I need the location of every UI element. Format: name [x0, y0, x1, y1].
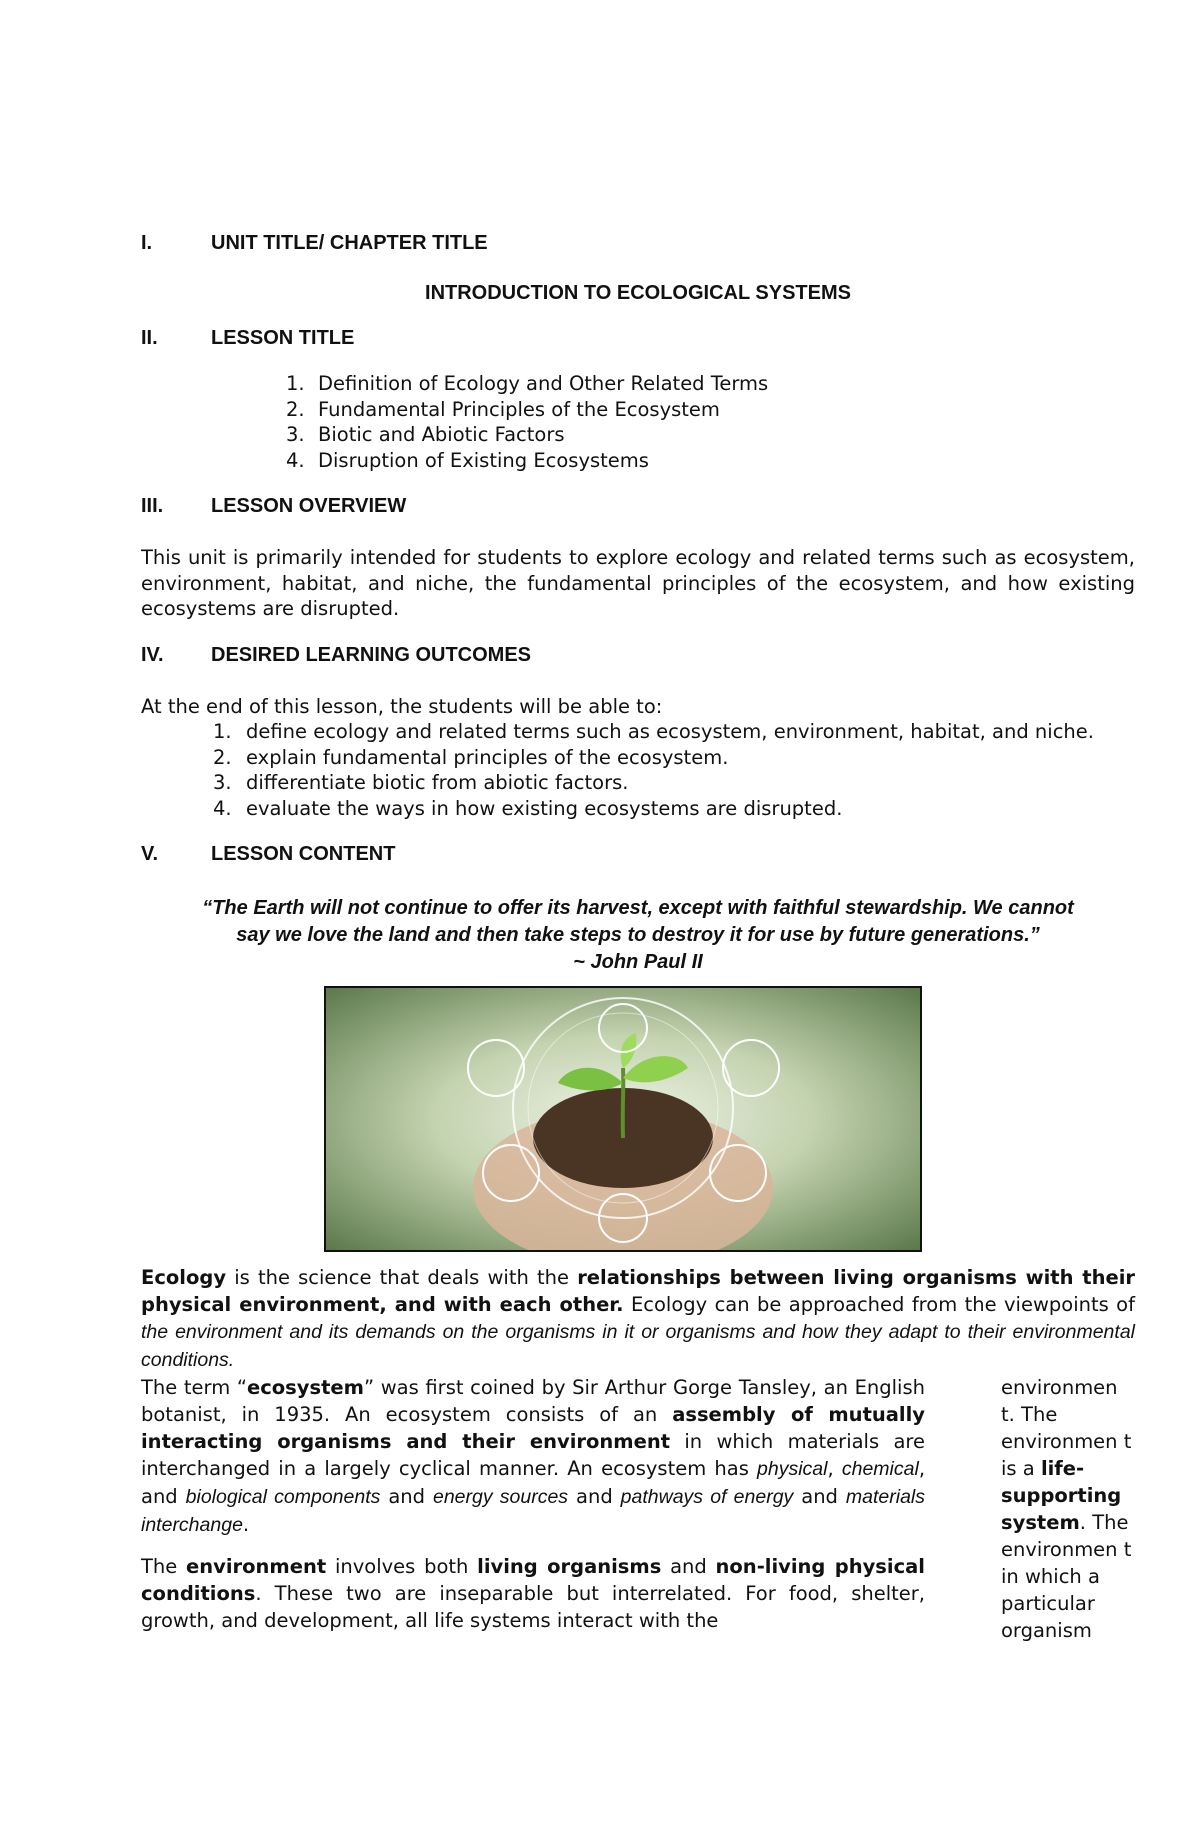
text-run: environmen t. The environmen t is a: [1001, 1376, 1132, 1480]
text-run: The term “: [141, 1376, 247, 1399]
overview-paragraph: This unit is primarily intended for students to explore ecology and related terms such as ecosystem, environment, habitat, and niche, the fundamental principles of the ecosystem, and how existing ecosystems are disrupted.: [141, 546, 1135, 620]
section-number: V.: [141, 843, 159, 865]
list-item: [141, 745, 1135, 771]
text-run: ” was first coined by Sir Arthur Gorge Tansley, an English botanist, in 1935. An ecosystem consists of an: [141, 1376, 925, 1426]
list-text: evaluate the ways in how existing ecosystems are disrupted.: [246, 796, 843, 820]
italic-phrase: biological components: [185, 1486, 381, 1508]
section-title: LESSON TITLE: [211, 327, 355, 349]
text-run: in which materials are interchanged in a largely cyclical manner. An ecosystem has: [141, 1430, 925, 1480]
ecology-paragraph: [141, 1264, 1135, 1374]
bold-term: ecosystem: [246, 1376, 364, 1399]
text-run: , and: [141, 1457, 926, 1508]
bold-term: Ecology: [141, 1266, 227, 1289]
bold-phrase: assembly of mutually interacting organisms and their environment: [141, 1403, 926, 1453]
section-title: LESSON CONTENT: [211, 843, 396, 865]
bold-phrase: life-supporting system: [1001, 1457, 1122, 1534]
quote-author: ~ John Paul II: [573, 951, 703, 973]
list-number: 3.: [286, 423, 305, 446]
document-page: [141, 232, 1135, 1644]
italic-phrase: energy sources: [432, 1486, 569, 1508]
list-number: 4.: [286, 448, 305, 472]
list-text: define ecology and related terms such as ecosystem, environment, habitat, and niche.: [246, 720, 1094, 743]
ecosystem-paragraph: [141, 1374, 925, 1539]
list-text: Definition of Ecology and Other Related Terms: [318, 372, 769, 395]
list-text: Fundamental Principles of the Ecosystem: [318, 397, 720, 421]
italic-phrase: materials interchange: [141, 1486, 926, 1536]
list-number: 1.: [213, 720, 232, 743]
italic-phrase: pathways of energy: [620, 1486, 794, 1508]
text-run: ,: [827, 1457, 842, 1480]
list-number: 2.: [286, 397, 305, 421]
list-number: 1.: [286, 372, 305, 395]
text-run: . The environmen t in which a particular organism: [1001, 1511, 1132, 1642]
quote-block: [141, 895, 1135, 976]
list-text: explain fundamental principles of the ecosystem.: [246, 745, 729, 769]
text-run: involves both: [326, 1555, 478, 1578]
italic-phrase: the environment and its demands on the organisms in it or organisms and how they adapt to their environmental conditions.: [141, 1321, 1135, 1371]
bold-phrase: non-living physical conditions: [141, 1555, 925, 1605]
list-number: 3.: [213, 771, 232, 794]
text-run: is the science that deals with the: [226, 1266, 578, 1289]
text-run: .: [242, 1513, 250, 1536]
two-column-section: [141, 1374, 1135, 1644]
section-number: IV.: [141, 643, 164, 666]
list-item: [141, 770, 1135, 796]
bold-phrase: living organisms: [477, 1555, 662, 1578]
text-run: The: [141, 1555, 187, 1578]
sprout-in-hands-photo: [324, 986, 922, 1252]
bold-term: environment: [186, 1555, 327, 1578]
italic-phrase: chemical: [841, 1458, 919, 1480]
section-heading-2: [141, 327, 1135, 355]
text-run: and: [380, 1485, 433, 1508]
text-run: and: [661, 1555, 716, 1578]
quote-line: say we love the land and then take steps to destroy it for use by future generations.”: [236, 924, 1040, 946]
section-title: DESIRED LEARNING OUTCOMES: [211, 643, 532, 666]
environment-paragraph: [141, 1553, 925, 1634]
section-number: I.: [141, 232, 153, 254]
list-item: [141, 371, 1135, 397]
text-run: Ecology can be approached from the viewpoints of: [623, 1293, 1135, 1316]
side-column: [1001, 1374, 1135, 1644]
italic-phrase: physical: [757, 1458, 828, 1480]
section-title: LESSON OVERVIEW: [211, 495, 407, 517]
outcomes-intro: At the end of this lesson, the students will be able to:: [141, 694, 663, 718]
outcomes-list: [141, 719, 1135, 821]
section-heading-1: [141, 232, 1135, 260]
photo-illustration: [326, 988, 920, 1250]
list-item: [141, 719, 1135, 745]
section-heading-5: [141, 843, 1135, 871]
text-run: and: [793, 1485, 846, 1508]
chapter-title: INTRODUCTION TO ECOLOGICAL SYSTEMS: [425, 282, 851, 304]
list-text: Biotic and Abiotic Factors: [318, 423, 565, 446]
section-number: III.: [141, 495, 164, 517]
section-heading-3: [141, 495, 1135, 523]
list-item: [141, 796, 1135, 822]
section-number: II.: [141, 327, 158, 349]
quote-line: “The Earth will not continue to offer its harvest, except with faithful stewardship. We cannot: [202, 897, 1074, 919]
lesson-list: [141, 371, 1135, 473]
section-title: UNIT TITLE/ CHAPTER TITLE: [211, 232, 488, 254]
section-heading-4: [141, 644, 1135, 672]
list-number: 4.: [213, 796, 232, 820]
list-item: [141, 422, 1135, 448]
main-column: [141, 1374, 925, 1644]
text-run: . These two are inseparable but interrelated. For food, shelter, growth, and development, all life systems interact with the: [141, 1582, 925, 1632]
bold-phrase: relationships between living organisms with their physical environment, and with each other.: [141, 1266, 1135, 1316]
text-run: and: [568, 1485, 621, 1508]
list-text: differentiate biotic from abiotic factors.: [246, 771, 629, 794]
list-item: [141, 448, 1135, 474]
list-item: [141, 397, 1135, 423]
list-number: 2.: [213, 745, 232, 769]
list-text: Disruption of Existing Ecosystems: [318, 448, 649, 472]
